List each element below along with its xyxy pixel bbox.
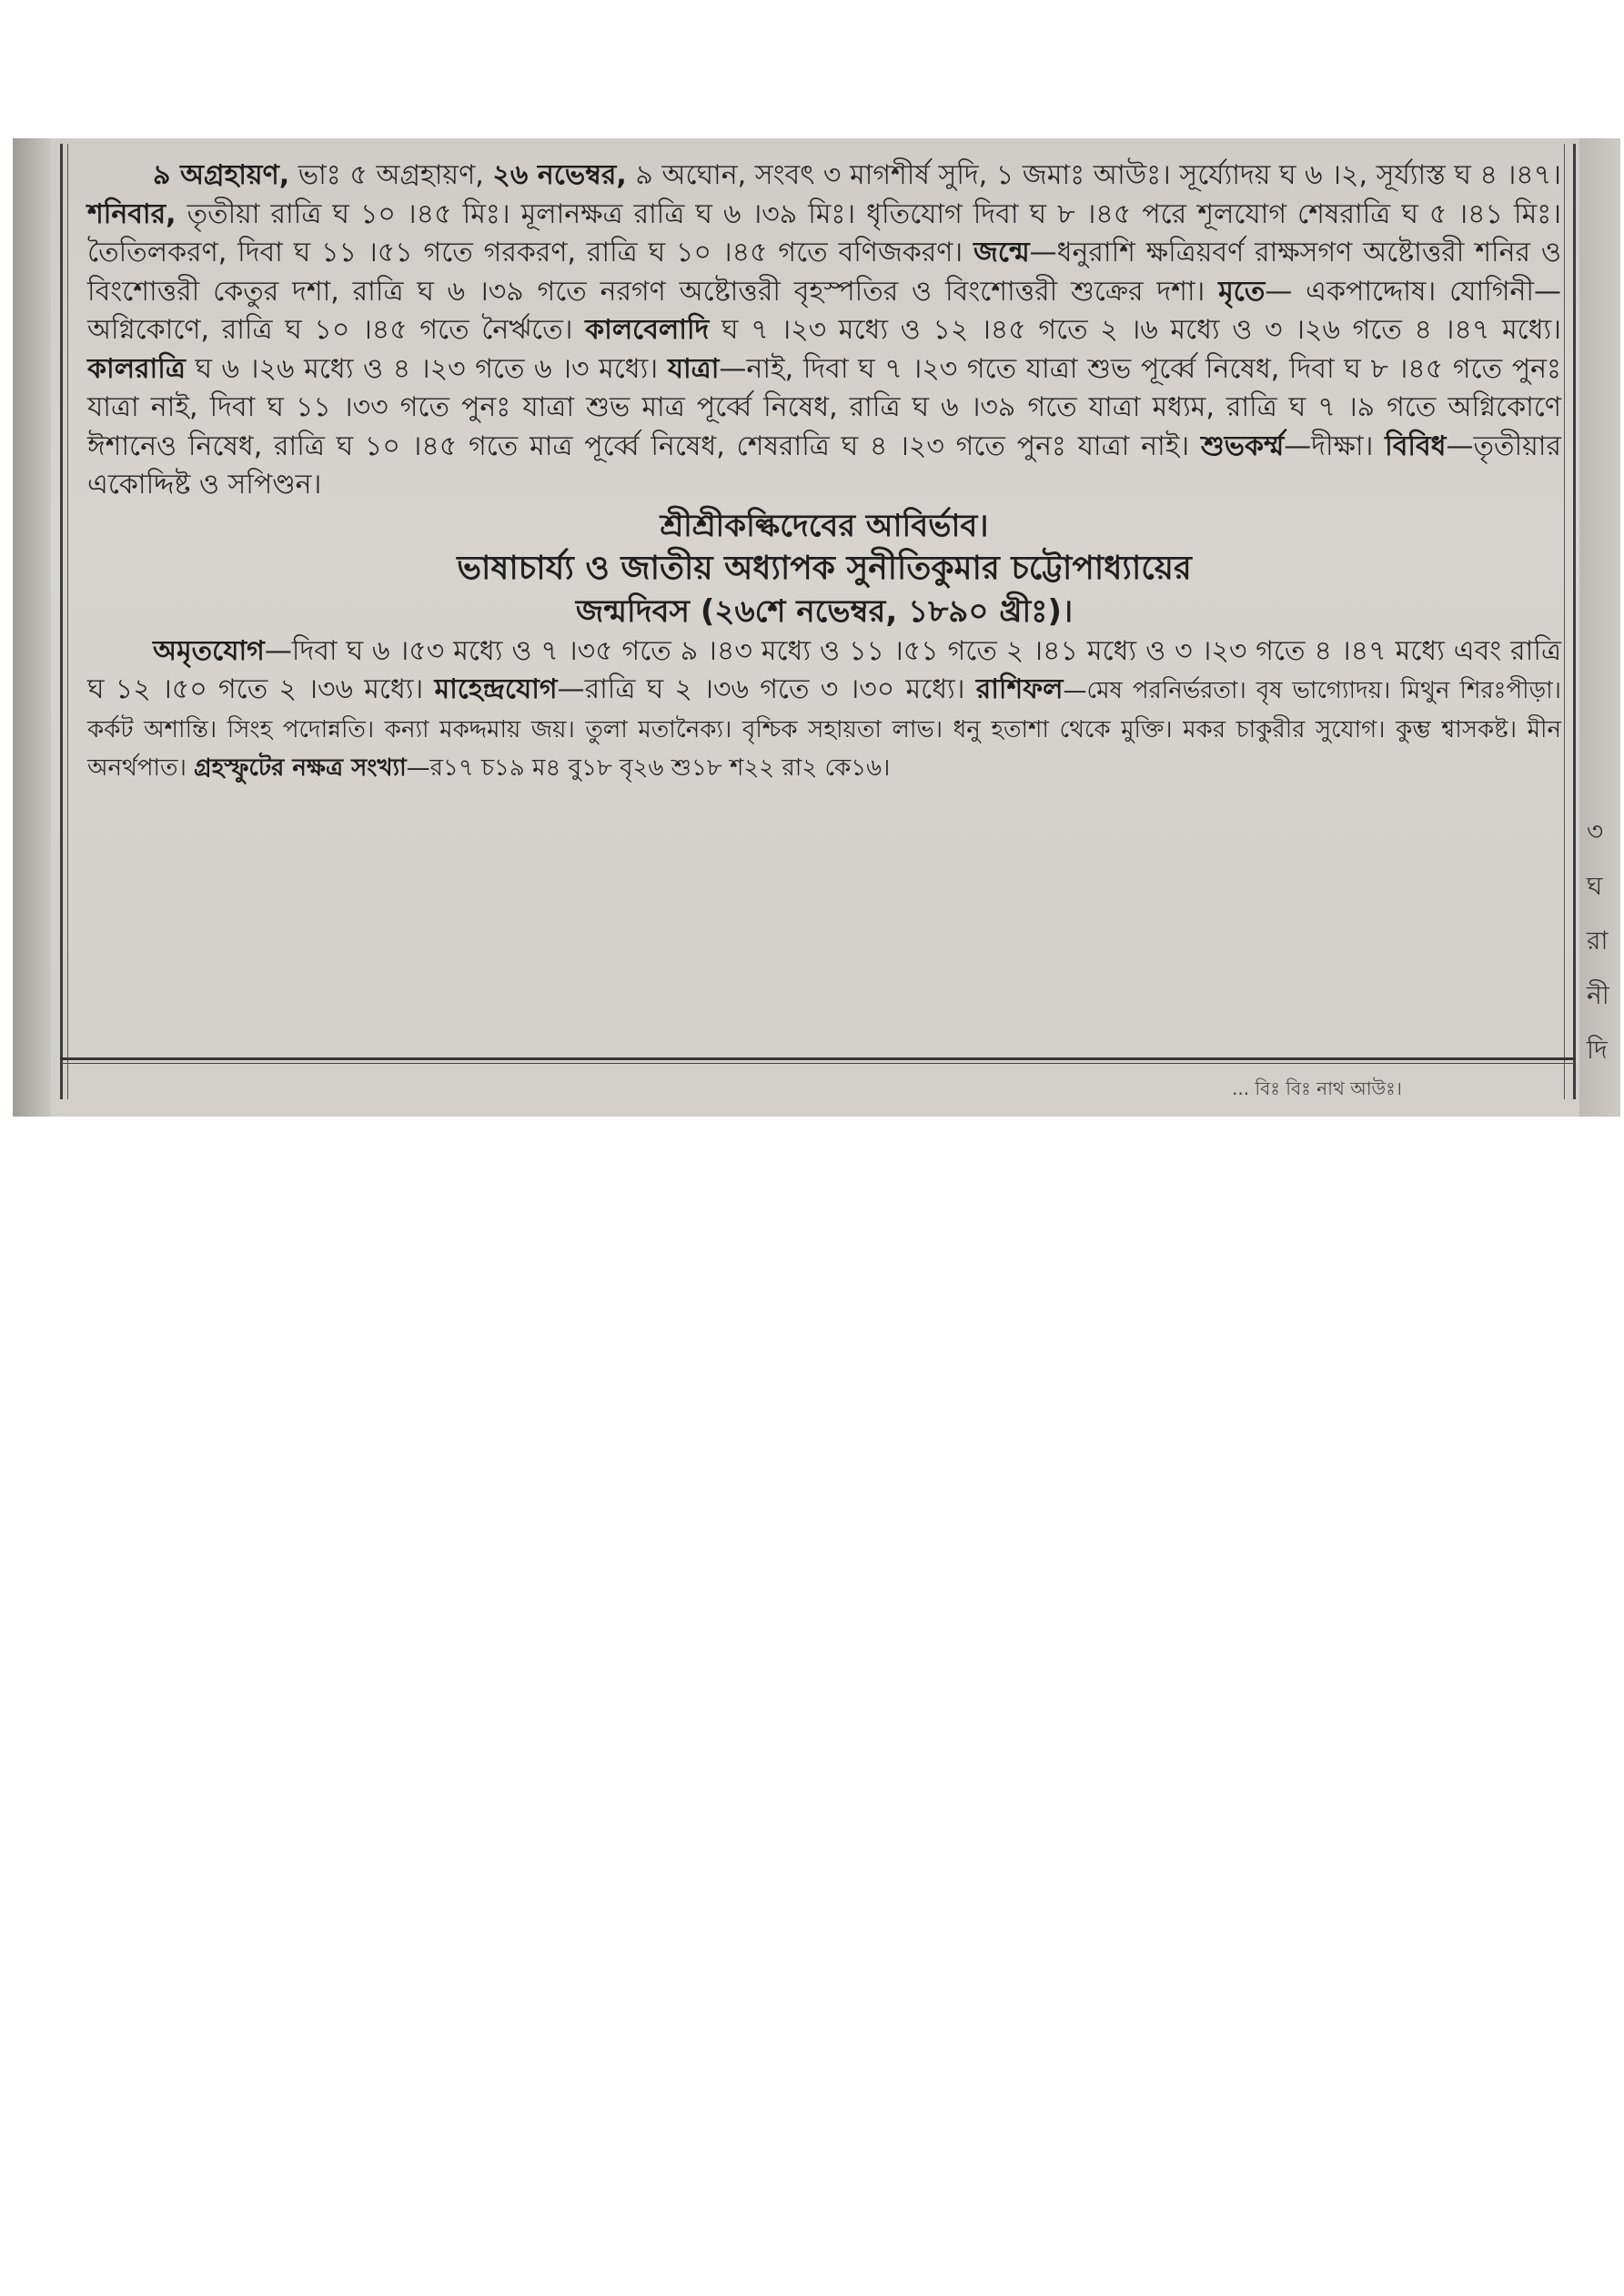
left-shadow xyxy=(13,138,51,1117)
janme-label: জন্মে xyxy=(973,237,1030,268)
jatra-label: যাত্রা xyxy=(667,352,720,385)
yoga-rashiphal-paragraph xyxy=(87,632,1561,787)
text-run: — একপাদ্দোষ। যোগিনী—অগ্নিকোণে, রাত্রি ঘ ১০ ।৪৫ গতে নৈর্ঋতে। xyxy=(87,275,1561,346)
daily-details-paragraph xyxy=(87,157,1561,505)
adjacent-page-char: ৩ xyxy=(1587,816,1604,846)
text-run: —ধনুরাশি ক্ষত্রিয়বর্ণ রাক্ষসগণ অষ্টোত্তরী শনির ও বিংশোত্তরী কেতুর দশা, রাত্রি ঘ ৬ ।৩৯ গতে নরগণ অষ্টোত্তরী বৃহস্পতির ও বিংশোত্তরী শুক্রের দশা। xyxy=(87,237,1561,308)
adjacent-page-char: নী xyxy=(1587,980,1609,1010)
heading-suniti: ভাষাচার্য্য ও জাতীয় অধ্যাপক সুনীতিকুমার চট্টোপাধ্যায়ের xyxy=(457,549,1192,587)
heading-kalki: শ্রীশ্রীকল্কিদেবের আবির্ভাব। xyxy=(660,507,989,544)
text-run: —র১৭ চ১৯ ম৪ বু১৮ বৃ২৬ শু১৮ শ২২ রা২ কে১৬। xyxy=(406,754,891,782)
kalbela-label: কালবেলাদি xyxy=(585,314,710,346)
rashiphal-label: রাশিফল xyxy=(975,673,1064,705)
adjacent-page-char: ঘ xyxy=(1587,871,1603,901)
text-run: —মেষ পরনির্ভরতা। বৃষ ভাগ্যোদয়। মিথুন শিরঃপীড়া। কর্কট অশান্তি। সিংহ পদোন্নতি। কন্যা মকদ্দমায় জয়। তুলা মতানৈক্য। বৃশ্চিক সহায়তা লাভ। ধনু হতাশা থেকে মুক্তি। মকর চাকুরীর সুযোগ। কুম্ভ শ্বাসকষ্ট। মীন অনর্থপাত। xyxy=(87,677,1561,782)
bengali-date: ৯ অগ্রহায়ণ, xyxy=(153,159,290,191)
text-run: —রাত্রি ঘ ২ ।৩৬ গতে ৩ ।৩০ মধ্যে। xyxy=(557,673,976,705)
page-photo xyxy=(13,138,1620,1117)
panjika-entry xyxy=(87,157,1561,787)
text-run: —তৃতীয়ার একোদ্দিষ্ট ও সপিণ্ডন। xyxy=(87,430,1561,501)
text-run: তৃতীয়া রাত্রি ঘ ১০ ।৪৫ মিঃ। মূলানক্ষত্র রাত্রি ঘ ৬ ।৩৯ মিঃ। ধৃতিযোগ দিবা ঘ ৮ ।৪৫ পরে শূলযোগ শেষরাত্রি ঘ ৫ ।৪১ মিঃ। তৈতিলকরণ, দিবা ঘ ১১ ।৫১ গতে গরকরণ, রাত্রি ঘ ১০ ।৪৫ গতে বণিজকরণ। xyxy=(87,197,1561,268)
text-run: ঘ ৬ ।২৬ মধ্যে ও ৪ ।২৩ গতে ৬ ।৩ মধ্যে। xyxy=(185,352,668,385)
grahasphut-label: গ্রহস্ফুটের নক্ষত্র সংখ্যা xyxy=(194,754,407,782)
mrite-label: মৃতে xyxy=(1218,275,1266,308)
english-date: ২৬ নভেম্বর, xyxy=(492,159,627,191)
adjacent-page-char: দি xyxy=(1587,1035,1608,1065)
text-run: —দিবা ঘ ৬ ।৫৩ মধ্যে ও ৭ ।৩৫ গতে ৯ ।৪৩ মধ্যে ও ১১ ।৫১ গতে ২ ।৪১ মধ্যে ও ৩ ।২৩ গতে ৪ ।৪৭ মধ্যে এবং রাত্রি ঘ ১২ ।৫০ গতে ২ ।৩৬ মধ্যে। xyxy=(87,634,1561,705)
bottom-rule xyxy=(60,1057,1576,1060)
kalratri-label: কালরাত্রি xyxy=(87,352,186,385)
amrita-label: অমৃতযোগ xyxy=(153,634,265,667)
adjacent-page-char: রা xyxy=(1587,925,1609,956)
text-run: ৯ অঘোন, সংবৎ ৩ মাগশীর্ষ সুদি, ১ জমাঃ আউঃ। সূর্য্যোদয় ঘ ৬ ।২, সূর্য্যাস্ত ঘ ৪ ।৪৭। xyxy=(626,159,1561,191)
adjacent-page-edge xyxy=(1579,138,1620,1117)
text-run: —নাই, দিবা ঘ ৭ ।২৩ গতে যাত্রা শুভ পূর্ব্বে নিষেধ, দিবা ঘ ৮ ।৪৫ গতে পুনঃ যাত্রা নাই, দিবা ঘ ১১ ।৩৩ গতে পুনঃ যাত্রা শুভ মাত্র পূর্ব্বে নিষেধ, রাত্রি ঘ ৬ ।৩৯ গতে যাত্রা মধ্যম, রাত্রি ঘ ৭ ।৯ গতে অগ্নিকোণে ঈশানেও নিষেধ, রাত্রি ঘ ১০ ।৪৫ গতে মাত্র পূর্ব্বে নিষেধ, শেষরাত্রি ঘ ৪ ।২৩ গতে পুনঃ যাত্রা নাই। xyxy=(87,352,1561,462)
text-run: ভাঃ ৫ অগ্রহায়ণ, xyxy=(289,159,493,191)
next-entry-fragment: ... বিঃ বিঃ নাথ আউঃ। xyxy=(1232,1077,1402,1099)
mahendra-label: মাহেন্দ্রযোগ xyxy=(434,673,558,705)
text-run: ঘ ৭ ।২৩ মধ্যে ও ১২ ।৪৫ গতে ২ ।৬ মধ্যে ও ৩ ।২৬ গতে ৪ ।৪৭ মধ্যে। xyxy=(709,314,1561,346)
shubhakarma-label: শুভকর্ম্ম xyxy=(1200,430,1285,462)
text-run: —দীক্ষা। xyxy=(1284,430,1386,462)
bottom-rule-thin xyxy=(60,1063,1576,1064)
bibidh-label: বিবিধ xyxy=(1385,430,1447,462)
heading-birthday: জন্মদিবস (২৬শে নভেম্বর, ১৮৯০ খ্রীঃ)। xyxy=(575,592,1074,630)
weekday: শনিবার, xyxy=(87,197,177,230)
